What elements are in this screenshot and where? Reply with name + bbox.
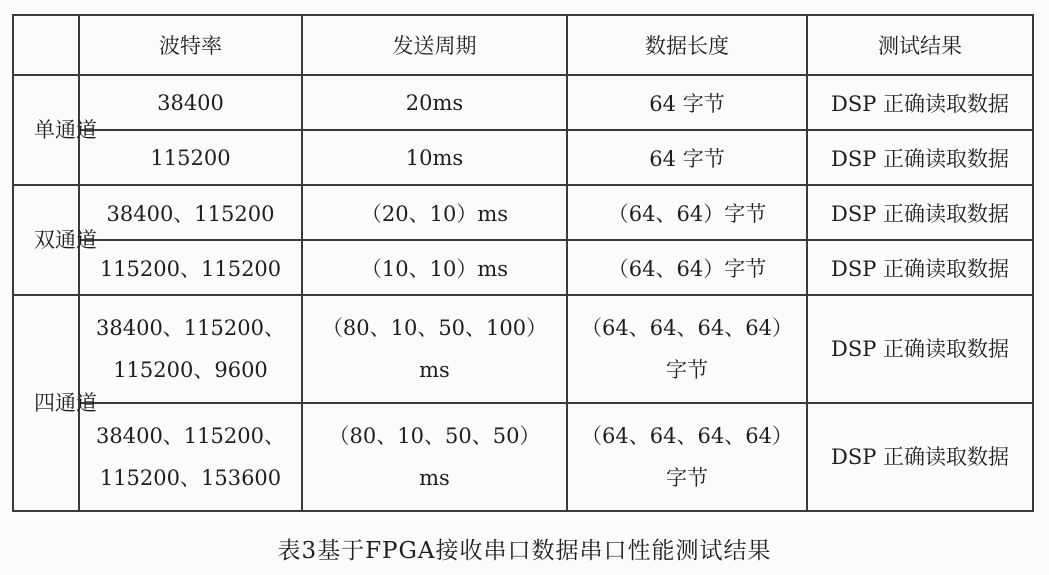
- cell-result: DSP 正确读取数据: [807, 130, 1033, 185]
- cell-baud: 38400: [79, 75, 302, 130]
- group-label-single-channel: 单通道: [13, 75, 79, 185]
- cell-period-line: ms: [419, 466, 450, 490]
- cell-period: [302, 403, 567, 511]
- header-test-result: 测试结果: [807, 15, 1033, 75]
- group-label-dual-channel: 双通道: [13, 185, 79, 295]
- header-row: [13, 15, 1033, 75]
- cell-result: DSP 正确读取数据: [807, 185, 1033, 240]
- cell-length: 64 字节: [567, 75, 807, 130]
- cell-period: （10、10）ms: [302, 240, 567, 295]
- cell-baud: [79, 295, 302, 403]
- header-data-length: 数据长度: [567, 15, 807, 75]
- cell-baud: 38400、115200: [79, 185, 302, 240]
- cell-length: （64、64）字节: [567, 240, 807, 295]
- cell-length-line: 字节: [666, 358, 708, 382]
- cell-length: [567, 403, 807, 511]
- header-corner: [13, 15, 79, 75]
- cell-period: 20ms: [302, 75, 567, 130]
- table-row: [13, 75, 1033, 130]
- cell-length-line: （64、64、64、64）: [581, 316, 793, 340]
- cell-baud-line: 115200、9600: [113, 358, 268, 382]
- cell-period: [302, 295, 567, 403]
- cell-result: DSP 正确读取数据: [807, 240, 1033, 295]
- cell-baud-line: 38400、115200、: [96, 424, 285, 448]
- cell-baud: 115200、115200: [79, 240, 302, 295]
- cell-result: DSP 正确读取数据: [807, 75, 1033, 130]
- cell-result: DSP 正确读取数据: [807, 295, 1033, 403]
- cell-length-line: （64、64、64、64）: [581, 424, 793, 448]
- cell-period: 10ms: [302, 130, 567, 185]
- cell-period-line: （80、10、50、50）: [328, 424, 541, 448]
- cell-period: （20、10）ms: [302, 185, 567, 240]
- table-row: [13, 130, 1033, 185]
- header-send-period: 发送周期: [302, 15, 567, 75]
- cell-period-line: ms: [419, 358, 450, 382]
- cell-baud: [79, 403, 302, 511]
- results-table: [12, 14, 1034, 512]
- cell-result: DSP 正确读取数据: [807, 403, 1033, 511]
- cell-baud-line: 115200、153600: [99, 466, 282, 490]
- table-row: [13, 240, 1033, 295]
- cell-length: 64 字节: [567, 130, 807, 185]
- cell-baud: 115200: [79, 130, 302, 185]
- cell-period-line: （80、10、50、100）: [321, 316, 548, 340]
- cell-length-line: 字节: [666, 466, 708, 490]
- table-row: [13, 403, 1033, 511]
- cell-length: [567, 295, 807, 403]
- group-label-quad-channel: 四通道: [13, 295, 79, 511]
- table-row: [13, 185, 1033, 240]
- table-caption: 表3基于FPGA接收串口数据串口性能测试结果: [277, 538, 772, 564]
- header-baud-rate: 波特率: [79, 15, 302, 75]
- table-row: [13, 295, 1033, 403]
- cell-length: （64、64）字节: [567, 185, 807, 240]
- cell-baud-line: 38400、115200、: [96, 316, 285, 340]
